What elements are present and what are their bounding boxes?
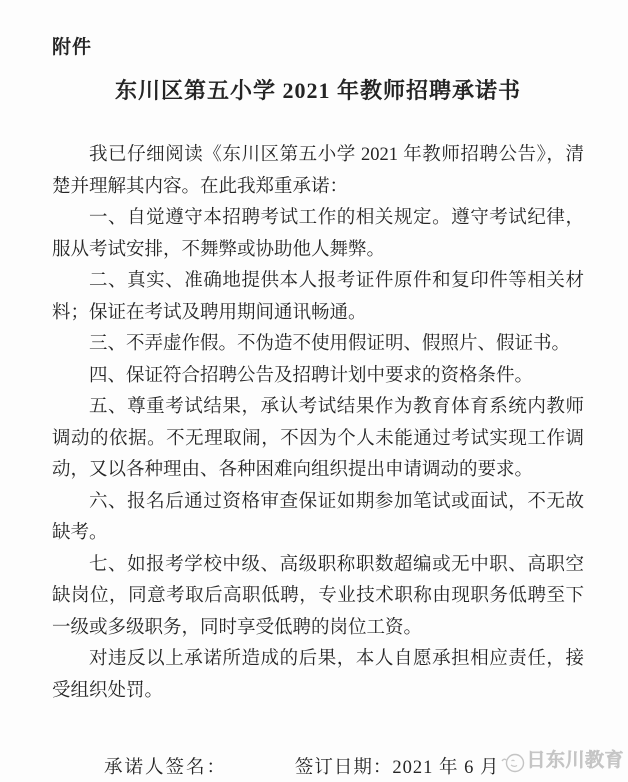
commitment-item-1: 一、自觉遵守本招聘考试工作的相关规定。遵守考试纪律，服从考试安排，不舞弊或协助他人舞弊。 [52, 208, 584, 260]
document-title: 东川区第五小学 2021 年教师招聘承诺书 [114, 78, 521, 103]
closing-paragraph: 对违反以上承诺所造成的后果，本人自愿承担相应责任，接受组织处罚。 [52, 649, 584, 701]
commitment-item-2: 二、真实、准确地提供本人报考证件原件和复印件等相关材料；保证在考试及聘用期间通讯畅通。 [52, 271, 584, 323]
watermark-logo-icon [501, 751, 525, 775]
watermark-text: 日东川教育 [526, 750, 624, 771]
date-label: 签订日期：2021 年 6 月 [294, 757, 500, 778]
document-body [52, 140, 584, 707]
attachment-label: 附件 [52, 37, 93, 58]
commitment-item-6: 六、报名后通过资格审查保证如期参加笔试或面试，不无故缺考。 [52, 491, 584, 543]
watermark [501, 745, 624, 777]
signature-row [52, 745, 624, 782]
signer-label: 承诺人签名： [104, 757, 228, 778]
commitment-item-3: 三、不弄虚作假。不伪造不使用假证明、假照片、假证书。 [89, 334, 571, 354]
commitment-item-5: 五、尊重考试结果，承认考试结果作为教育体育系统内教师调动的依据。不无理取闹，不因为个人未能通过考试实现工作调动，又以各种理由、各种困难向组织提出申请调动的要求。 [52, 397, 584, 480]
commitment-item-7: 七、如报考学校中级、高级职称职数超编或无中职、高职空缺岗位，同意考取后高职低聘，专业技术职称由现职务低聘至下一级或多级职务，同时享受低聘的岗位工资。 [52, 554, 584, 638]
commitment-item-4: 四、保证符合招聘公告及招聘计划中要求的资格条件。 [89, 365, 534, 386]
intro-paragraph: 我已仔细阅读《东川区第五小学 2021 年教师招聘公告》，清楚并理解其内容。在此我郑重承诺： [52, 145, 584, 197]
date-group [295, 745, 624, 782]
